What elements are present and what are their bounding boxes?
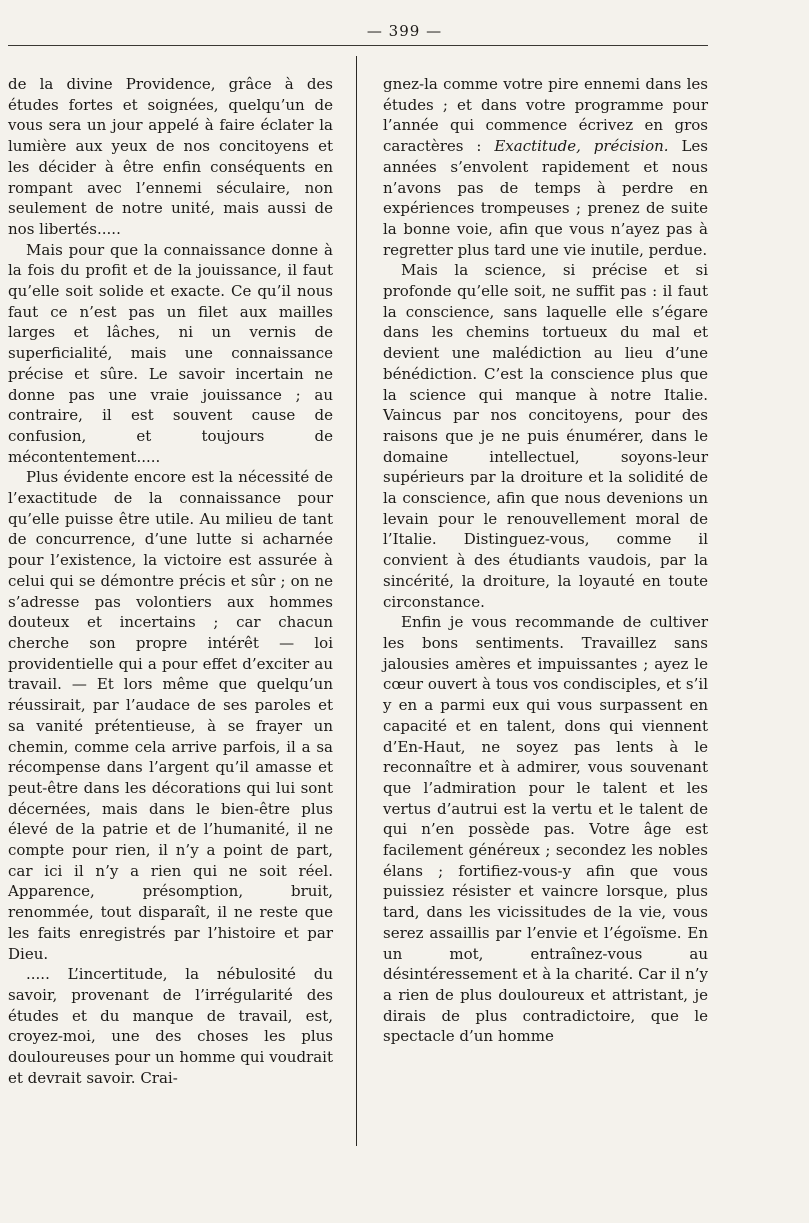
header-rule [8, 45, 708, 46]
italic-text: Exactitude, précision. [494, 137, 669, 156]
paragraph [383, 74, 708, 260]
paragraph: ..... L’incertitude, la nébulosité du savoir, provenant de l’irrégularité des études et du manque de travail, est, croyez-moi, une des choses les plus douloureuses pour un homme qui voudrait et devrait savoir. Crai- [8, 965, 333, 1087]
paragraph: Mais pour que la connaissance donne à la fois du profit et de la jouissance, il faut qu’elle soit solide et exacte. Ce qu’il nous faut ce n’est pas un filet aux mailles larges et lâches, ni un vernis de superficialité, mais une connaissance précise et sûre. Le savoir incertain ne donne pas une vraie jouissance ; au contraire, il est souvent cause de confusion, et toujours de mécontentement..... [8, 240, 333, 466]
left-column [8, 74, 333, 1088]
paragraph: de la divine Providence, grâce à des études fortes et soignées, quelqu’un de vous sera un jour appelé à faire éclater la lumière aux yeux de nos concitoyens et les décider à être enfin conséquents en rompant avec l’ennemi séculaire, non seulement de notre unité, mais aussi de nos libertés..... [8, 75, 333, 238]
page-number: — 399 — [366, 22, 443, 40]
column-divider [356, 56, 357, 1146]
right-column [383, 74, 708, 1047]
paragraph: Enfin je vous recommande de cultiver les bons sentiments. Travaillez sans jalousies amères et impuissantes ; ayez le cœur ouvert à tous vos condisciples, et s’il y en a parmi eux qui vous surpassent en capacité et en talent, dons qui viennent d’En-Haut, ne soyez pas lents à le reconnaître et à admirer, vous souvenant que l’admiration pour le talent et les vertus d’autrui est la vertu et le talent de qui n’en possède pas. Votre âge est facilement généreux ; secondez les nobles élans ; fortifiez-vous-y afin que vous puissiez résister et vaincre lorsque, plus tard, dans les vicissitudes de la vie, vous serez assaillis par l’envie et l’égoïsme. En un mot, entraînez-vous au désintéressement et à la charité. Car il n’y a rien de plus douloureux et attristant, je dirais de plus contradictoire, que le spectacle d’un homme [383, 613, 708, 1046]
text-run: gnez-la comme votre pire ennemi dans les études ; et dans votre programme pour l’année qui commence écrivez en gros caractères : [383, 75, 708, 156]
paragraph: Mais la science, si précise et si profonde qu’elle soit, ne suffit pas : il faut la conscience, sans laquelle elle s’égare dans les chemins tortueux du mal et devient une malédiction au lieu d’une bénédiction. C’est la conscience plus que la science qui manque à notre Italie. Vaincus par nos concitoyens, pour des raisons que je ne puis énumérer, dans le domaine intellectuel, soyons-leur supérieurs par la droiture et la solidité de la conscience, afin que nous devenions un levain pour le renouvellement moral de l’Italie. Distinguez-vous, comme il convient à des étudiants vaudois, par la sincérité, la droiture, la loyauté en toute circonstance. [383, 261, 708, 611]
text-run: Les années s’envolent rapidement et nous n’avons pas de temps à perdre en expériences trompeuses ; prenez de suite la bonne voie, afin que vous n’ayez pas à regretter plus tard une vie inutile, perdue. [383, 137, 708, 259]
paragraph: Plus évidente encore est la nécessité de l’exactitude de la connaissance pour qu’elle puisse être utile. Au milieu de tant de concurrence, d’une lutte si acharnée pour l’existence, la victoire est assurée à celui qui se démontre précis et sûr ; on ne s’adresse pas volontiers aux hommes douteux et incertains ; car chacun cherche son propre intérêt — loi providentielle qui a pour effet d’exciter au travail. — Et lors même que quelqu’un réussirait, par l’audace de ses paroles et sa vanité prétentieuse, à se frayer un chemin, comme cela arrive parfois, il a sa récompense dans l’argent qu’il amasse et peut-être dans les décorations qui lui sont décernées, mais dans le bien-être plus élevé de la patrie et de l’humanité, il ne compte pour rien, il n’y a point de part, car ici il n’y a rien qui ne soit réel. Apparence, présomption, bruit, renommée, tout disparaît, il ne reste que les faits enregistrés par l’histoire et par Dieu. [8, 468, 333, 963]
